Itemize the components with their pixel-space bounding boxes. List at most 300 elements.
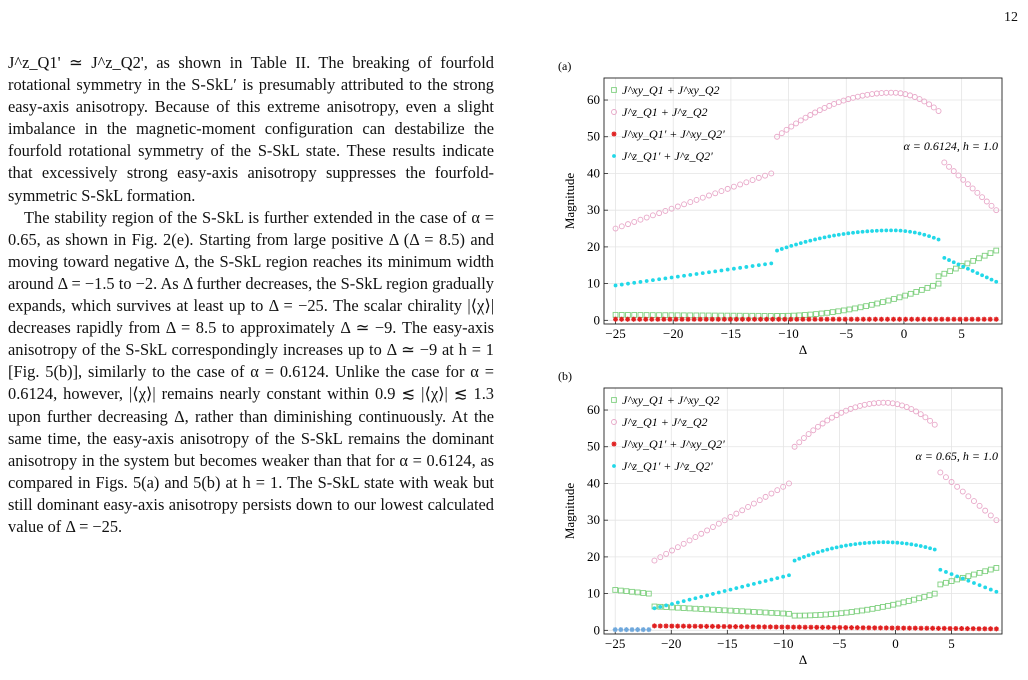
data-point bbox=[975, 271, 979, 275]
data-point bbox=[861, 230, 865, 234]
data-point bbox=[791, 625, 796, 630]
legend-entry: J^z_Q1' + J^z_Q2' bbox=[622, 459, 713, 473]
data-point bbox=[687, 624, 692, 629]
data-point bbox=[744, 313, 749, 318]
data-point bbox=[650, 313, 655, 318]
data-point bbox=[834, 611, 839, 616]
data-point bbox=[726, 268, 730, 272]
data-point bbox=[757, 263, 761, 267]
data-point bbox=[870, 229, 874, 233]
data-point bbox=[780, 247, 784, 251]
data-point bbox=[988, 317, 993, 322]
data-point bbox=[638, 217, 643, 222]
data-point bbox=[886, 298, 891, 303]
data-point bbox=[851, 95, 856, 100]
data-point bbox=[832, 625, 837, 630]
y-axis-label: Magnitude bbox=[562, 172, 577, 230]
data-point bbox=[746, 317, 751, 322]
data-point bbox=[664, 624, 669, 629]
data-point bbox=[808, 239, 812, 243]
data-point bbox=[980, 273, 984, 277]
legend-entry: J^xy_Q1' + J^xy_Q2' bbox=[622, 127, 725, 141]
data-point bbox=[994, 566, 999, 571]
data-point bbox=[688, 273, 692, 277]
data-point bbox=[785, 625, 790, 630]
data-point bbox=[938, 470, 943, 475]
data-point bbox=[975, 190, 980, 195]
data-point bbox=[776, 317, 781, 322]
data-point bbox=[701, 271, 705, 275]
data-point bbox=[653, 606, 657, 610]
data-point bbox=[952, 260, 956, 264]
data-point bbox=[751, 264, 755, 268]
data-point bbox=[823, 612, 828, 617]
data-point bbox=[779, 131, 784, 136]
legend-marker bbox=[612, 464, 616, 468]
data-point bbox=[813, 110, 818, 115]
data-point bbox=[829, 612, 834, 617]
data-point bbox=[860, 608, 865, 613]
data-point bbox=[733, 624, 738, 629]
data-point bbox=[676, 275, 680, 279]
data-point bbox=[830, 310, 835, 315]
data-point bbox=[814, 312, 819, 317]
panel-label: (b) bbox=[558, 369, 572, 383]
data-point bbox=[635, 590, 640, 595]
x-tick-label: −20 bbox=[661, 636, 682, 651]
data-point bbox=[722, 608, 727, 613]
data-point bbox=[953, 626, 958, 631]
data-point bbox=[864, 304, 869, 309]
data-point bbox=[895, 541, 899, 545]
data-point bbox=[664, 604, 668, 608]
data-point bbox=[738, 182, 743, 187]
data-point bbox=[961, 265, 965, 269]
legend-marker bbox=[612, 154, 616, 158]
data-point bbox=[705, 593, 709, 597]
data-point bbox=[919, 544, 923, 548]
data-point bbox=[884, 90, 889, 95]
data-point bbox=[794, 121, 799, 126]
data-point bbox=[923, 415, 928, 420]
data-point bbox=[830, 547, 834, 551]
data-point bbox=[644, 313, 649, 318]
data-point bbox=[740, 317, 745, 322]
data-point bbox=[924, 626, 929, 631]
data-point bbox=[792, 613, 797, 618]
data-point bbox=[635, 627, 640, 632]
y-tick-label: 30 bbox=[587, 202, 600, 218]
data-point bbox=[626, 282, 630, 286]
data-point bbox=[978, 583, 982, 587]
data-point bbox=[770, 578, 774, 582]
data-point bbox=[815, 424, 820, 429]
data-point bbox=[977, 570, 982, 575]
series-5 bbox=[613, 627, 652, 632]
data-point bbox=[843, 317, 848, 322]
data-point bbox=[619, 312, 624, 317]
data-point bbox=[977, 626, 982, 631]
data-point bbox=[922, 233, 926, 237]
data-point bbox=[811, 428, 816, 433]
data-point bbox=[846, 231, 850, 235]
data-point bbox=[867, 317, 872, 322]
data-point bbox=[836, 309, 841, 314]
data-point bbox=[880, 300, 885, 305]
x-tick-label: −10 bbox=[773, 636, 794, 651]
data-point bbox=[895, 626, 900, 631]
data-point bbox=[681, 541, 686, 546]
data-point bbox=[891, 602, 896, 607]
data-point bbox=[837, 233, 841, 237]
data-point bbox=[768, 624, 773, 629]
data-point bbox=[937, 238, 941, 242]
data-point bbox=[944, 570, 948, 574]
data-point bbox=[825, 317, 830, 322]
data-point bbox=[988, 513, 993, 518]
data-point bbox=[649, 317, 654, 322]
data-point bbox=[797, 613, 802, 618]
data-point bbox=[710, 624, 715, 629]
data-point bbox=[878, 625, 883, 630]
x-axis-label: Δ bbox=[798, 652, 808, 666]
data-point bbox=[839, 545, 843, 549]
data-point bbox=[811, 552, 815, 556]
data-point bbox=[872, 541, 876, 545]
data-point bbox=[738, 266, 742, 270]
data-point bbox=[762, 624, 767, 629]
data-point bbox=[744, 265, 748, 269]
data-point bbox=[658, 623, 663, 628]
data-point bbox=[641, 591, 646, 596]
data-point bbox=[930, 626, 935, 631]
data-point bbox=[897, 317, 902, 322]
data-point bbox=[875, 229, 879, 233]
data-point bbox=[905, 542, 909, 546]
y-tick-label: 50 bbox=[587, 438, 600, 454]
data-point bbox=[744, 180, 749, 185]
data-point bbox=[782, 317, 787, 322]
data-point bbox=[670, 276, 674, 280]
data-point bbox=[914, 290, 919, 295]
data-point bbox=[632, 313, 637, 318]
data-point bbox=[984, 199, 989, 204]
data-point bbox=[651, 278, 655, 282]
data-point bbox=[917, 97, 922, 102]
data-point bbox=[618, 588, 623, 593]
data-point bbox=[947, 258, 951, 262]
data-point bbox=[879, 317, 884, 322]
annotation: α = 0.65, h = 1.0 bbox=[915, 449, 998, 463]
data-point bbox=[797, 313, 802, 318]
data-point bbox=[707, 270, 711, 274]
data-point bbox=[834, 413, 839, 418]
data-point bbox=[676, 601, 680, 605]
data-point bbox=[808, 113, 813, 118]
data-point bbox=[820, 421, 825, 426]
data-point bbox=[669, 624, 674, 629]
data-point bbox=[751, 609, 756, 614]
data-point bbox=[721, 624, 726, 629]
data-point bbox=[700, 195, 705, 200]
data-point bbox=[632, 281, 636, 285]
data-point bbox=[813, 238, 817, 242]
x-tick-label: −15 bbox=[717, 636, 738, 651]
data-point bbox=[806, 317, 811, 322]
data-point bbox=[825, 548, 829, 552]
data-point bbox=[965, 182, 970, 187]
data-point bbox=[803, 613, 808, 618]
data-point bbox=[972, 572, 977, 577]
data-point bbox=[994, 248, 999, 253]
data-point bbox=[927, 317, 932, 322]
data-point bbox=[720, 269, 724, 273]
data-point bbox=[966, 267, 970, 271]
data-point bbox=[966, 494, 971, 499]
data-point bbox=[630, 627, 635, 632]
data-point bbox=[932, 422, 937, 427]
data-point bbox=[827, 103, 832, 108]
legend-entry: J^z_Q1 + J^z_Q2 bbox=[622, 105, 708, 119]
data-point bbox=[971, 258, 976, 263]
data-point bbox=[865, 607, 870, 612]
data-point bbox=[705, 528, 710, 533]
data-point bbox=[908, 93, 913, 98]
data-point bbox=[682, 599, 686, 603]
data-point bbox=[804, 240, 808, 244]
data-point bbox=[837, 317, 842, 322]
data-point bbox=[643, 317, 648, 322]
data-point bbox=[682, 274, 686, 278]
data-point bbox=[918, 412, 923, 417]
data-point bbox=[858, 542, 862, 546]
data-point bbox=[915, 317, 920, 322]
data-point bbox=[797, 440, 802, 445]
data-point bbox=[927, 234, 931, 238]
data-point bbox=[799, 241, 803, 245]
data-point bbox=[686, 317, 691, 322]
x-tick-label: −5 bbox=[832, 636, 847, 651]
data-point bbox=[769, 610, 774, 615]
data-point bbox=[867, 541, 871, 545]
legend bbox=[612, 393, 726, 473]
data-point bbox=[913, 626, 918, 631]
data-point bbox=[823, 235, 827, 239]
data-point bbox=[988, 567, 993, 572]
data-point bbox=[898, 91, 903, 96]
data-point bbox=[855, 94, 860, 99]
data-point bbox=[955, 574, 959, 578]
legend-entry: J^xy_Q1 + J^xy_Q2 bbox=[622, 83, 720, 97]
x-tick-label: −20 bbox=[663, 326, 684, 341]
data-point bbox=[740, 609, 745, 614]
data-point bbox=[819, 311, 824, 316]
data-point bbox=[758, 317, 763, 322]
data-point bbox=[797, 625, 802, 630]
data-point bbox=[687, 538, 692, 543]
data-point bbox=[950, 572, 954, 576]
y-tick-label: 40 bbox=[587, 165, 600, 181]
data-point bbox=[842, 232, 846, 236]
data-point bbox=[820, 625, 825, 630]
data-point bbox=[912, 95, 917, 100]
data-point bbox=[746, 609, 751, 614]
data-point bbox=[994, 626, 999, 631]
series-1 bbox=[613, 566, 999, 619]
body-text-column bbox=[8, 52, 494, 538]
paragraph-2: The stability region of the S-SkL is further extended in the case of α = 0.65, as shown in Fig. 2(e). Starting from large positive Δ (Δ = 8.5) and moving toward negative Δ, the S-SkL region reaches its minimum width around Δ = −1.5 to −2. As Δ further decreases, the S-SkL region gradually expands, which survives at least up to Δ = −25. The scalar chirality |⟨χ⟩| decreases rapidly from Δ = 8.5 to approximately Δ ≃ −9. The easy-axis anisotropy of the S-SkL correspondingly increases up to Δ ≃ −9 at h = 1 [Fig. 5(b)], similarly to the case of α = 0.6124. Unlike the case for α = 0.6124, however, |⟨χ⟩| remains nearly constant within 0.9 ≲ |⟨χ⟩| ≲ 1.3 upon further decreasing Δ, rather than diminishing continuously. At the same time, the easy-axis anisotropy of the S-SkL remains the dominant anisotropy in the system but becomes weaker than that for α = 0.6124, as compared in Figs. 5(a) and 5(b) at h = 1. The S-SkL state with weak but still dominant easy-axis anisotropy persists down to our lowest calculated value of Δ = −25. bbox=[8, 207, 494, 536]
data-point bbox=[698, 317, 703, 322]
legend-entry: J^z_Q1' + J^z_Q2' bbox=[622, 149, 713, 163]
data-point bbox=[843, 625, 848, 630]
data-point bbox=[822, 105, 827, 110]
data-point bbox=[971, 269, 975, 273]
data-point bbox=[965, 626, 970, 631]
data-point bbox=[693, 606, 698, 611]
data-point bbox=[763, 610, 768, 615]
data-point bbox=[907, 626, 912, 631]
data-point bbox=[971, 626, 976, 631]
y-tick-label: 20 bbox=[587, 548, 600, 564]
data-point bbox=[847, 307, 852, 312]
data-point bbox=[942, 271, 947, 276]
data-point bbox=[757, 498, 762, 503]
data-point bbox=[866, 625, 871, 630]
data-point bbox=[746, 504, 751, 509]
data-point bbox=[851, 231, 855, 235]
data-point bbox=[717, 591, 721, 595]
data-point bbox=[680, 317, 685, 322]
data-point bbox=[706, 313, 711, 318]
data-point bbox=[692, 317, 697, 322]
data-point bbox=[994, 280, 998, 284]
data-point bbox=[928, 418, 933, 423]
data-point bbox=[927, 102, 932, 107]
data-point bbox=[829, 415, 834, 420]
data-point bbox=[746, 583, 750, 587]
data-point bbox=[618, 627, 623, 632]
data-point bbox=[853, 306, 858, 311]
data-point bbox=[942, 626, 947, 631]
data-point bbox=[977, 503, 982, 508]
data-point bbox=[693, 624, 698, 629]
data-point bbox=[844, 610, 849, 615]
data-point bbox=[970, 317, 975, 322]
data-point bbox=[619, 224, 624, 229]
data-point bbox=[675, 545, 680, 550]
data-point bbox=[897, 295, 902, 300]
data-point bbox=[788, 317, 793, 322]
data-point bbox=[816, 550, 820, 554]
data-point bbox=[655, 317, 660, 322]
data-point bbox=[881, 540, 885, 544]
data-point bbox=[908, 230, 912, 234]
data-point bbox=[719, 189, 724, 194]
data-point bbox=[873, 317, 878, 322]
data-point bbox=[750, 624, 755, 629]
data-point bbox=[675, 605, 680, 610]
data-point bbox=[700, 313, 705, 318]
data-point bbox=[706, 193, 711, 198]
data-point bbox=[739, 624, 744, 629]
data-point bbox=[827, 235, 831, 239]
data-point bbox=[613, 627, 618, 632]
data-point bbox=[716, 608, 721, 613]
data-point bbox=[944, 580, 949, 585]
data-point bbox=[681, 606, 686, 611]
chart-panel-a bbox=[556, 56, 1022, 356]
data-point bbox=[752, 317, 757, 322]
data-point bbox=[913, 231, 917, 235]
data-point bbox=[966, 579, 970, 583]
data-point bbox=[663, 208, 668, 213]
data-point bbox=[957, 317, 962, 322]
data-point bbox=[874, 91, 879, 96]
data-point bbox=[884, 625, 889, 630]
data-point bbox=[705, 607, 710, 612]
data-point bbox=[728, 608, 733, 613]
data-point bbox=[854, 609, 859, 614]
data-point bbox=[620, 283, 624, 287]
data-point bbox=[713, 313, 718, 318]
data-point bbox=[813, 613, 818, 618]
data-point bbox=[982, 317, 987, 322]
data-point bbox=[669, 548, 674, 553]
data-point bbox=[632, 219, 637, 224]
data-point bbox=[626, 313, 631, 318]
data-point bbox=[955, 484, 960, 489]
data-point bbox=[658, 605, 662, 609]
data-point bbox=[716, 317, 721, 322]
data-point bbox=[972, 581, 976, 585]
data-point bbox=[931, 105, 936, 110]
data-point bbox=[849, 610, 854, 615]
data-point bbox=[891, 541, 895, 545]
data-point bbox=[699, 607, 704, 612]
data-point bbox=[948, 269, 953, 274]
data-point bbox=[869, 302, 874, 307]
data-point bbox=[894, 229, 898, 233]
data-point bbox=[903, 229, 907, 233]
data-point bbox=[808, 312, 813, 317]
y-tick-label: 0 bbox=[593, 312, 600, 328]
data-point bbox=[641, 627, 646, 632]
data-point bbox=[814, 625, 819, 630]
data-point bbox=[837, 625, 842, 630]
data-point bbox=[836, 100, 841, 105]
x-tick-label: 0 bbox=[900, 326, 908, 341]
data-point bbox=[988, 626, 993, 631]
data-point bbox=[947, 164, 952, 169]
data-point bbox=[652, 558, 657, 563]
data-point bbox=[983, 585, 987, 589]
data-point bbox=[877, 540, 881, 544]
data-point bbox=[957, 263, 961, 267]
data-point bbox=[734, 586, 738, 590]
panel-label: (a) bbox=[558, 59, 572, 73]
data-point bbox=[670, 602, 674, 606]
data-point bbox=[769, 491, 774, 496]
data-point bbox=[891, 317, 896, 322]
data-point bbox=[901, 626, 906, 631]
data-point bbox=[880, 605, 885, 610]
y-tick-label: 60 bbox=[587, 92, 600, 108]
data-point bbox=[853, 542, 857, 546]
data-point bbox=[825, 418, 830, 423]
data-point bbox=[695, 272, 699, 276]
legend-marker bbox=[612, 442, 617, 447]
data-point bbox=[885, 317, 890, 322]
